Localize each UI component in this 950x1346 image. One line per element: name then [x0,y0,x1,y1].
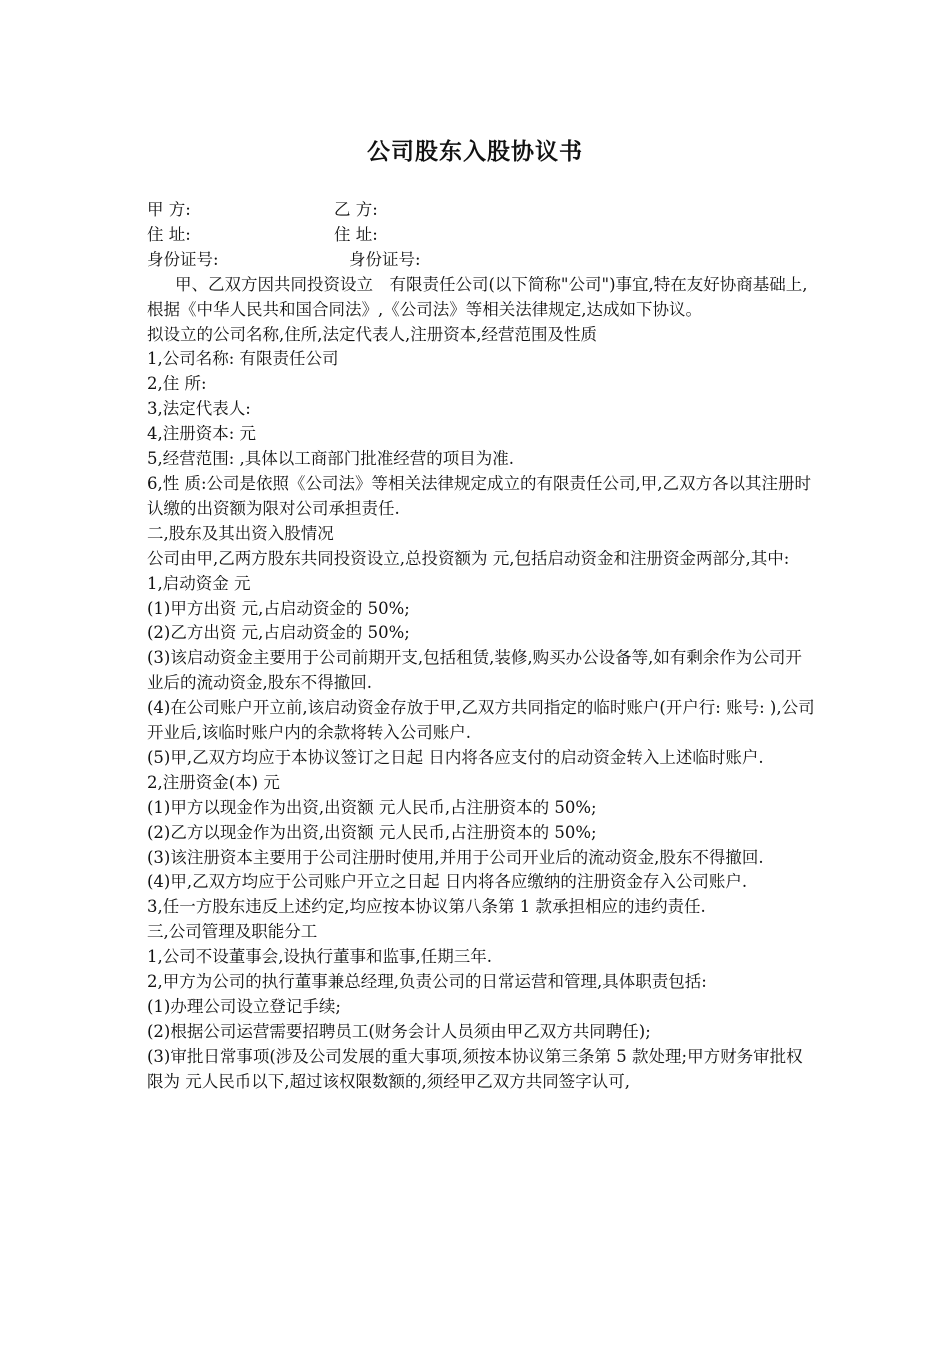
paragraph: (1)办理公司设立登记手续; [147,997,341,1016]
paragraph: (3)该启动资金主要用于公司前期开支,包括租赁,装修,购买办公设备等,如有剩余作为公司开业后的流动资金,股东不得撤回. [147,648,802,693]
paragraph: (1)甲方出资 元,占启动资金的 50%; [147,598,410,618]
paragraph: (2)乙方以现金作为出资,出资额 元人民币,占注册资本的 50%; [147,822,597,842]
paragraph: 1,启动资金 元 [147,573,251,593]
paragraph: 3,任一方股东违反上述约定,均应按本协议第八条第 1 款承担相应的违约责任. [147,897,706,917]
paragraph: 2,甲方为公司的执行董事兼总经理,负责公司的日常运营和管理,具体职责包括: [147,972,707,992]
document-title: 公司股东入股协议书 [367,138,583,165]
section-heading: 三,公司管理及职能分工 [147,922,318,942]
document-body [147,198,815,1095]
paragraph: (4)甲,乙双方均应于公司账户开立之日起 日内将各应缴纳的注册资金存入公司账户. [147,872,748,892]
paragraph: 甲、乙双方因共同投资设立 有限责任公司(以下简称"公司")事宜,特在友好协商基础上,根据《中华人民共和国合同法》,《公司法》等相关法律规定,达成如下协议。 [147,274,808,319]
party-id-row [147,248,815,273]
paragraph: (2)根据公司运营需要招聘员工(财务会计人员须由甲乙双方共同聘任); [147,1021,651,1041]
paragraph: 2,注册资金(本) 元 [147,772,280,792]
address-b-label: 住 址: [334,224,378,244]
paragraph: 公司由甲,乙两方股东共同投资设立,总投资额为 元,包括启动资金和注册资金两部分,其中: [147,548,790,568]
paragraph: 1,公司不设董事会,设执行董事和监事,任期三年. [147,947,492,967]
party-name-row [147,198,815,223]
paragraph: 5,经营范围: ,具体以工商部门批准经营的项目为准. [147,449,515,469]
paragraph: 4,注册资本: 元 [147,424,257,444]
section-heading: 二,股东及其出资入股情况 [147,523,334,543]
party-b-label: 乙 方: [334,200,378,219]
paragraph: (3)审批日常事项(涉及公司发展的重大事项,须按本协议第三条第 5 款处理;甲方财务审批权限为 元人民币以下,超过该权限数额的,须经甲乙双方共同签字认可, [147,1046,803,1091]
address-a-label: 住 址: [147,224,191,244]
paragraph: (2)乙方出资 元,占启动资金的 50%; [147,623,410,643]
paragraph: 6,性 质:公司是依照《公司法》等相关法律规定成立的有限责任公司,甲,乙双方各以其注册时认缴的出资额为限对公司承担责任. [147,473,812,518]
paragraph: (1)甲方以现金作为出资,出资额 元人民币,占注册资本的 50%; [147,797,597,817]
paragraph: 2,住 所: [147,374,207,394]
paragraph: 3,法定代表人: [147,399,251,419]
id-a-label: 身份证号: [147,249,219,269]
section-heading: 拟设立的公司名称,住所,法定代表人,注册资本,经营范围及性质 [147,324,597,344]
id-b-label: 身份证号: [349,249,421,269]
paragraph: (4)在公司账户开立前,该启动资金存放于甲,乙双方共同指定的临时账户(开户行: 账号: ),公司开业后,该临时账户内的余款将转入公司账户. [147,698,815,743]
paragraph: 1,公司名称: 有限责任公司 [147,349,339,369]
party-a-label: 甲 方: [147,200,191,219]
paragraph: (5)甲,乙双方均应于本协议签订之日起 日内将各应支付的启动资金转入上述临时账户. [147,747,764,767]
paragraph: (3)该注册资本主要用于公司注册时使用,并用于公司开业后的流动资金,股东不得撤回. [147,847,764,867]
party-address-row [147,223,815,248]
